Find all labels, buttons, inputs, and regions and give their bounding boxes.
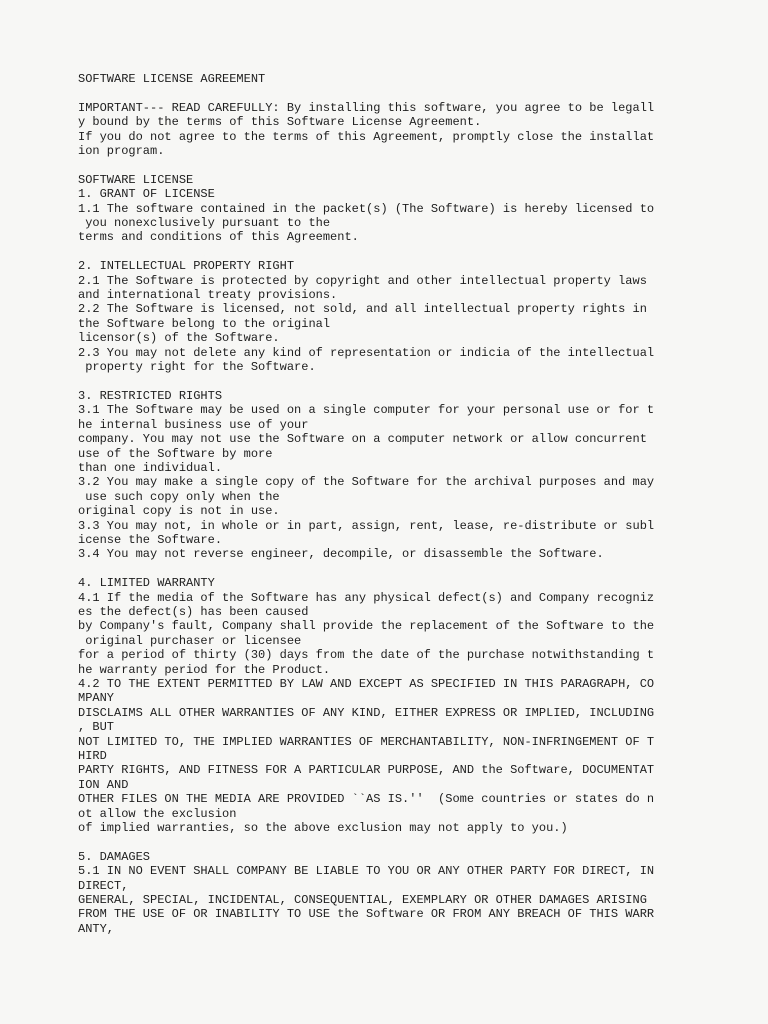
text-line: ot allow the exclusion: [78, 806, 237, 821]
text-line: DIRECT,: [78, 878, 129, 893]
text-line: use of the Software by more: [78, 446, 273, 461]
text-line: terms and conditions of this Agreement.: [78, 230, 359, 245]
text-line: 3.4 You may not reverse engineer, decompile, or disassemble the Software.: [78, 547, 604, 562]
text-line: 4.1 If the media of the Software has any physical defect(s) and Company recogniz: [78, 590, 655, 605]
text-line: you nonexclusively pursuant to the: [78, 216, 331, 231]
blank-line: [78, 158, 748, 172]
license-agreement-text: [78, 72, 748, 936]
text-line: HIRD: [78, 749, 107, 764]
text-line: GENERAL, SPECIAL, INCIDENTAL, CONSEQUENTIAL, EXEMPLARY OR OTHER DAMAGES ARISING: [78, 893, 647, 908]
text-line: 2.2 The Software is licensed, not sold, and all intellectual property rights in: [78, 302, 647, 317]
blank-line: [78, 835, 748, 849]
text-line: use such copy only when the: [78, 489, 280, 504]
text-line: company. You may not use the Software on a computer network or allow concurrent: [78, 432, 647, 447]
text-line: 2.3 You may not delete any kind of representation or indicia of the intellectual: [78, 345, 655, 360]
text-line: he internal business use of your: [78, 417, 309, 432]
text-line: ANTY,: [78, 921, 115, 936]
text-line: licensor(s) of the Software.: [78, 331, 280, 346]
text-line: 3. RESTRICTED RIGHTS: [78, 388, 223, 403]
text-line: SOFTWARE LICENSE: [78, 172, 194, 187]
text-line: ion program.: [78, 144, 165, 159]
blank-line: [78, 374, 748, 388]
text-line: DISCLAIMS ALL OTHER WARRANTIES OF ANY KIND, EITHER EXPRESS OR IMPLIED, INCLUDING: [78, 705, 655, 720]
text-line: IMPORTANT--- READ CAREFULLY: By installing this software, you agree to be legall: [78, 100, 655, 115]
text-line: NOT LIMITED TO, THE IMPLIED WARRANTIES OF MERCHANTABILITY, NON-INFRINGEMENT OF T: [78, 734, 655, 749]
text-line: ION AND: [78, 777, 129, 792]
text-line: 2.1 The Software is protected by copyright and other intellectual property laws: [78, 273, 647, 288]
text-line: original copy is not in use.: [78, 504, 280, 519]
text-line: OTHER FILES ON THE MEDIA ARE PROVIDED ``AS IS.'' (Some countries or states do n: [78, 792, 655, 807]
blank-line: [78, 562, 748, 576]
text-line: 1.1 The software contained in the packet(s) (The Software) is hereby licensed to: [78, 201, 655, 216]
text-line: FROM THE USE OF OR INABILITY TO USE the Software OR FROM ANY BREACH OF THIS WARR: [78, 907, 655, 922]
text-line: than one individual.: [78, 460, 223, 475]
text-line: y bound by the terms of this Software License Agreement.: [78, 115, 482, 130]
text-line: 4.2 TO THE EXTENT PERMITTED BY LAW AND EXCEPT AS SPECIFIED IN THIS PARAGRAPH, CO: [78, 676, 655, 691]
text-line: for a period of thirty (30) days from the date of the purchase notwithstanding t: [78, 648, 655, 663]
text-line: MPANY: [78, 691, 115, 706]
text-line: 3.1 The Software may be used on a single computer for your personal use or for t: [78, 403, 655, 418]
text-line: icense the Software.: [78, 532, 223, 547]
text-line: by Company's fault, Company shall provide the replacement of the Software to the: [78, 619, 655, 634]
text-line: and international treaty provisions.: [78, 288, 338, 303]
text-line: property right for the Software.: [78, 360, 316, 375]
text-line: 3.3 You may not, in whole or in part, assign, rent, lease, re-distribute or subl: [78, 518, 655, 533]
text-line: 5. DAMAGES: [78, 849, 151, 864]
text-line: , BUT: [78, 720, 115, 735]
text-line: of implied warranties, so the above exclusion may not apply to you.): [78, 821, 568, 836]
text-line: 3.2 You may make a single copy of the Software for the archival purposes and may: [78, 475, 655, 490]
text-line: he warranty period for the Product.: [78, 662, 331, 677]
text-line: 4. LIMITED WARRANTY: [78, 576, 215, 591]
text-line: 5.1 IN NO EVENT SHALL COMPANY BE LIABLE TO YOU OR ANY OTHER PARTY FOR DIRECT, IN: [78, 864, 655, 879]
text-line: original purchaser or licensee: [78, 633, 302, 648]
text-line: 2. INTELLECTUAL PROPERTY RIGHT: [78, 259, 295, 274]
text-line: SOFTWARE LICENSE AGREEMENT: [78, 72, 266, 86]
text-line: PARTY RIGHTS, AND FITNESS FOR A PARTICULAR PURPOSE, AND the Software, DOCUMENTAT: [78, 763, 655, 778]
blank-line: [78, 86, 748, 100]
text-line: If you do not agree to the terms of this Agreement, promptly close the installat: [78, 129, 655, 144]
text-line: the Software belong to the original: [78, 316, 331, 331]
text-line: 1. GRANT OF LICENSE: [78, 187, 215, 202]
blank-line: [78, 245, 748, 259]
text-line: es the defect(s) has been caused: [78, 604, 309, 619]
